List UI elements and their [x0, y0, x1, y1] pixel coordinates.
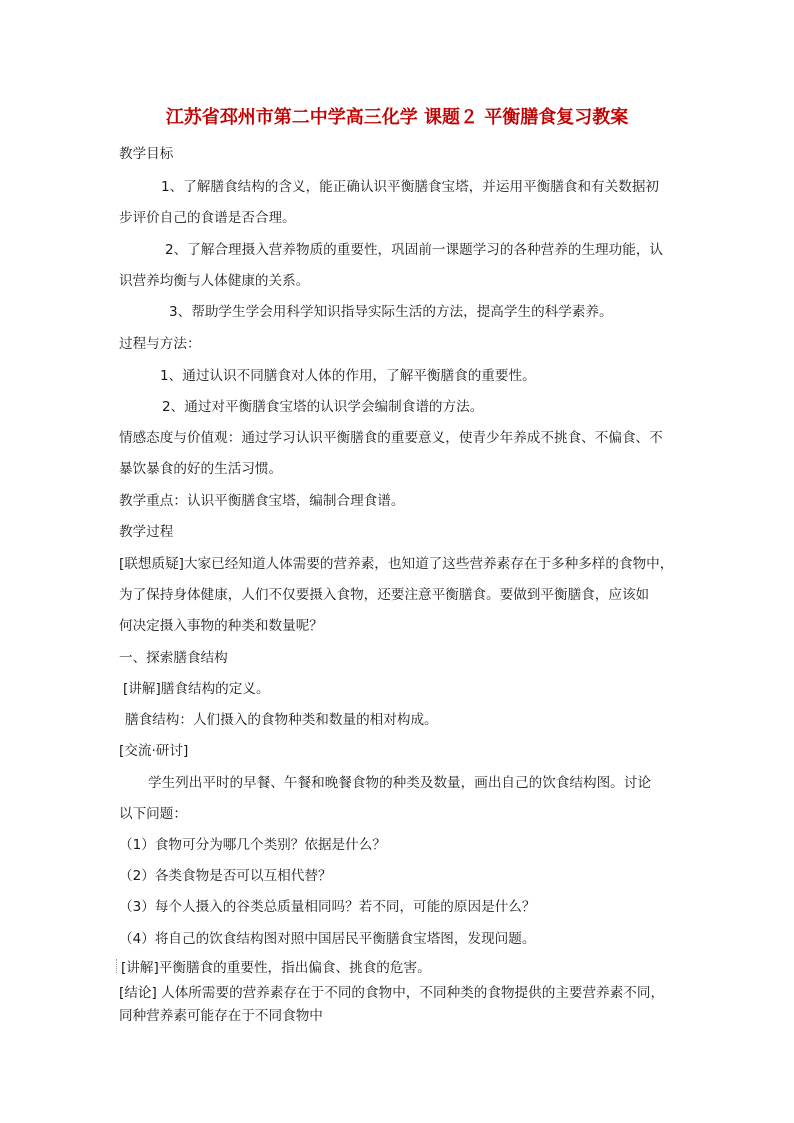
paragraph-line: 识营养均衡与人体健康的关系。: [119, 273, 310, 289]
list-item: （1）食物可分为哪几个类别？依据是什么？: [119, 837, 386, 853]
paragraph-line: 膳食结构：人们摄入的食物种类和数量的相对构成。: [125, 712, 438, 728]
paragraph-line: [结论] 人体所需要的营养素存在于不同的食物中，不同种类的食物提供的主要营养素不同，: [119, 985, 665, 1001]
paragraph-line: 何决定摄入事物的种类和数量呢？: [119, 618, 323, 634]
paragraph-line: 情感态度与价值观：通过学习认识平衡膳食的重要意义，使青少年养成不挑食、不偏食、不: [119, 430, 663, 446]
paragraph-line: 2、了解合理摄入营养物质的重要性，巩固前一课题学习的各种营养的生理功能，认: [165, 242, 664, 258]
paragraph-line: 学生列出平时的早餐、午餐和晚餐食物的种类及数量，画出自己的饮食结构图。讨论: [148, 775, 651, 791]
section-heading-teaching-goals: 教学目标: [119, 146, 174, 162]
section-heading-process-methods: 过程与方法：: [119, 336, 201, 352]
paragraph-line: [讲解]膳食结构的定义。: [123, 681, 270, 697]
paragraph-line: 教学重点：认识平衡膳食宝塔，编制合理食谱。: [119, 493, 405, 509]
list-item: （2）各类食物是否可以互相代替？: [119, 868, 332, 884]
paragraph-line: 同种营养素可能存在于不同食物中: [119, 1008, 323, 1024]
paragraph-line: 3、帮助学生学会用科学知识指导实际生活的方法，提高学生的科学素养。: [169, 304, 613, 320]
paragraph-line: 步评价自己的食谱是否合理。: [119, 210, 296, 226]
paragraph-line: 为了保持身体健康，人们不仅要摄入食物，还要注意平衡膳食。要做到平衡膳食，应该如: [119, 587, 650, 603]
paragraph-line: 暴饮暴食的好的生活习惯。: [119, 461, 283, 477]
list-item: （3）每个人摄入的谷类总质量相同吗？若不同，可能的原因是什么？: [119, 899, 536, 915]
section-heading-teaching-process: 教学过程: [119, 524, 174, 540]
paragraph-line: 1、通过认识不同膳食对人体的作用，了解平衡膳食的重要性。: [160, 368, 536, 384]
paragraph-line: [联想质疑]大家已经知道人体需要的营养素，也知道了这些营养素存在于多种多样的食物中，: [119, 556, 674, 572]
paragraph-line: 1、了解膳食结构的含义，能正确认识平衡膳食宝塔，并运用平衡膳食和有关数据初: [161, 179, 660, 195]
paragraph-line: 2、通过对平衡膳食宝塔的认识学会编制食谱的方法。: [162, 399, 484, 415]
section-heading-explore: 一、探索膳食结构: [119, 650, 228, 666]
cursor-mark: [116, 959, 119, 973]
list-item: （4）将自己的饮食结构图对照中国居民平衡膳食宝塔图，发现问题。: [119, 931, 536, 947]
paragraph-line: [交流·研讨]: [119, 743, 189, 759]
paragraph-line: [讲解]平衡膳食的重要性，指出偏食、挑食的危害。: [121, 960, 431, 976]
document-title: 江苏省邳州市第二中学高三化学 课题２ 平衡膳食复习教案: [165, 107, 629, 128]
paragraph-line: 以下问题：: [119, 806, 187, 822]
